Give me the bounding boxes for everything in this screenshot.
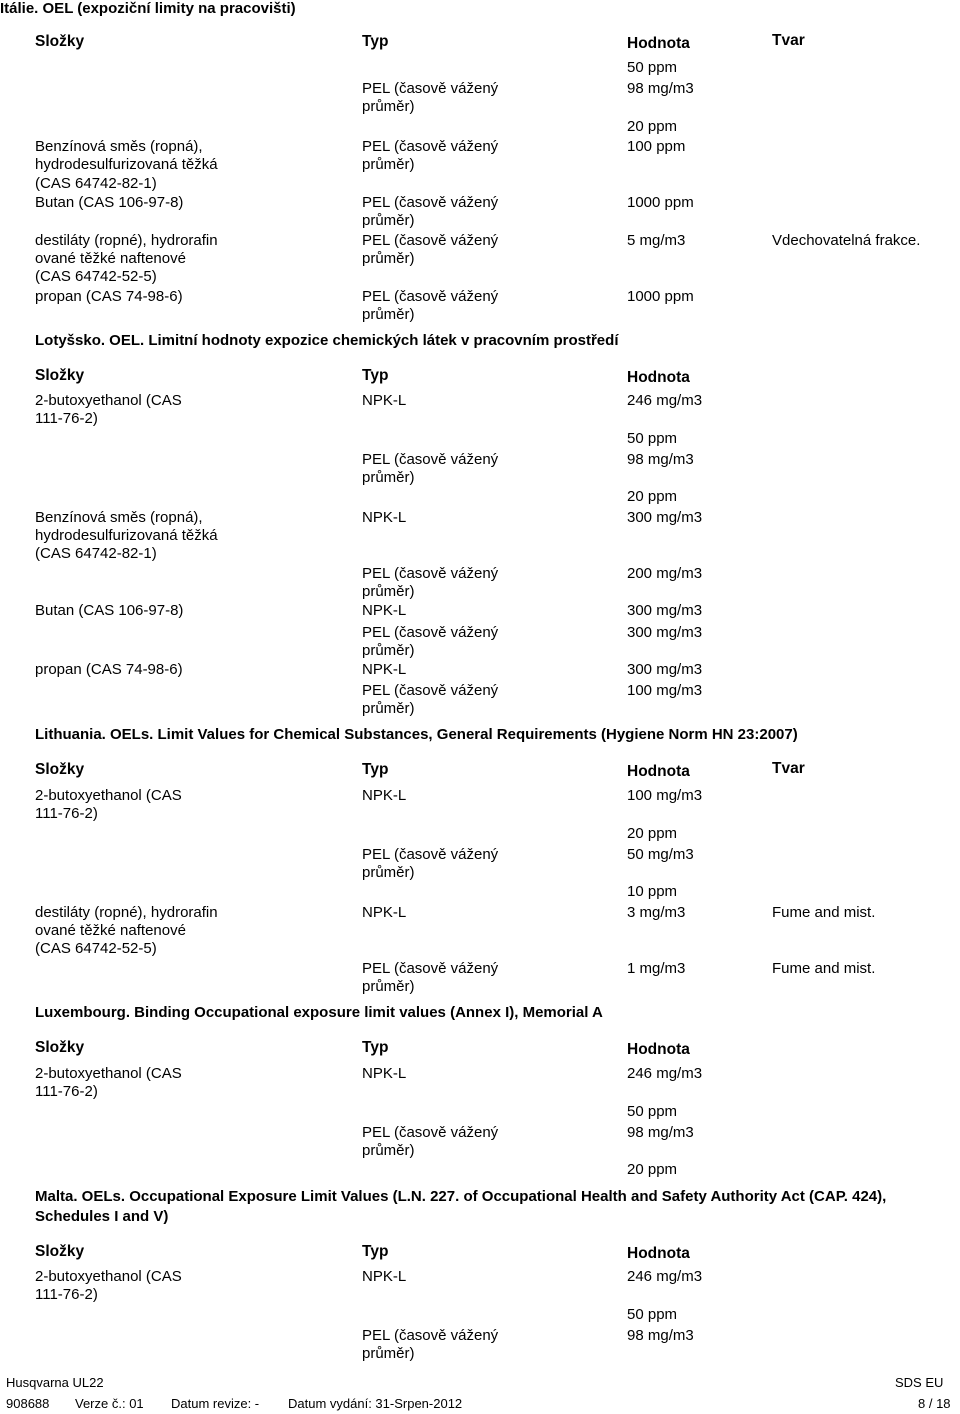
- component-cell: 111-76-2): [35, 1286, 98, 1303]
- type-cell: NPK-L: [362, 787, 407, 804]
- type-cell: NPK-L: [362, 509, 407, 526]
- column-header-components: Složky: [35, 1243, 85, 1260]
- section-title-italy: Itálie. OEL (expoziční limity na pracovišti): [0, 0, 296, 17]
- value-cell: 100 ppm: [627, 138, 686, 155]
- value-cell: 20 ppm: [627, 825, 678, 842]
- type-cell: průměr): [362, 98, 415, 115]
- component-cell: hydrodesulfurizovaná těžká: [35, 156, 218, 173]
- component-cell: destiláty (ropné), hydrorafin: [35, 232, 218, 249]
- value-cell: 1 mg/m3: [627, 960, 686, 977]
- value-cell: 50 ppm: [627, 430, 678, 447]
- component-cell: destiláty (ropné), hydrorafin: [35, 904, 218, 921]
- component-cell: 111-76-2): [35, 1083, 98, 1100]
- section-title-malta-cont: Schedules I and V): [35, 1208, 169, 1225]
- component-cell: Butan (CAS 106-97-8): [35, 194, 184, 211]
- type-cell: PEL (časově vážený: [362, 624, 499, 641]
- component-cell: ované těžké naftenové: [35, 922, 186, 939]
- value-cell: 300 mg/m3: [627, 509, 703, 526]
- column-header-value: Hodnota: [627, 763, 690, 780]
- value-cell: 300 mg/m3: [627, 602, 703, 619]
- value-cell: 246 mg/m3: [627, 1065, 703, 1082]
- value-cell: 300 mg/m3: [627, 661, 703, 678]
- value-cell: 200 mg/m3: [627, 565, 703, 582]
- component-cell: propan (CAS 74-98-6): [35, 661, 183, 678]
- component-cell: propan (CAS 74-98-6): [35, 288, 183, 305]
- component-cell: 2-butoxyethanol (CAS: [35, 1065, 182, 1082]
- column-header-components: Složky: [35, 367, 85, 384]
- section-title-malta: Malta. OELs. Occupational Exposure Limit Values (L.N. 227. of Occupational Health and Safety Authority Act (CAP. 424),: [35, 1188, 887, 1205]
- component-cell: ované těžké naftenové: [35, 250, 186, 267]
- section-title-latvia: Lotyšsko. OEL. Limitní hodnoty expozice chemických látek v pracovním prostředí: [35, 332, 619, 349]
- component-cell: Butan (CAS 106-97-8): [35, 602, 184, 619]
- type-cell: NPK-L: [362, 1268, 407, 1285]
- component-cell: (CAS 64742-82-1): [35, 545, 157, 562]
- form-cell: Fume and mist.: [772, 904, 876, 921]
- type-cell: PEL (časově vážený: [362, 138, 499, 155]
- footer-revision-date: Datum revize: -: [171, 1396, 260, 1411]
- value-cell: 246 mg/m3: [627, 392, 703, 409]
- value-cell: 5 mg/m3: [627, 232, 686, 249]
- component-cell: 2-butoxyethanol (CAS: [35, 787, 182, 804]
- column-header-value: Hodnota: [627, 1041, 690, 1058]
- type-cell: průměr): [362, 864, 415, 881]
- value-cell: 300 mg/m3: [627, 624, 703, 641]
- column-header-value: Hodnota: [627, 35, 690, 52]
- type-cell: PEL (časově vážený: [362, 1124, 499, 1141]
- column-header-components: Složky: [35, 1039, 85, 1056]
- footer-page-number: 8 / 18: [918, 1396, 951, 1411]
- type-cell: PEL (časově vážený: [362, 960, 499, 977]
- type-cell: PEL (časově vážený: [362, 80, 499, 97]
- column-header-components: Složky: [35, 33, 85, 50]
- column-header-type: Typ: [362, 33, 389, 50]
- type-cell: PEL (časově vážený: [362, 194, 499, 211]
- value-cell: 50 ppm: [627, 59, 678, 76]
- value-cell: 3 mg/m3: [627, 904, 686, 921]
- component-cell: 2-butoxyethanol (CAS: [35, 392, 182, 409]
- column-header-type: Typ: [362, 367, 389, 384]
- type-cell: průměr): [362, 978, 415, 995]
- type-cell: NPK-L: [362, 661, 407, 678]
- type-cell: průměr): [362, 700, 415, 717]
- type-cell: průměr): [362, 469, 415, 486]
- form-cell: Vdechovatelná frakce.: [772, 232, 921, 249]
- type-cell: PEL (časově vážený: [362, 232, 499, 249]
- type-cell: NPK-L: [362, 1065, 407, 1082]
- value-cell: 50 ppm: [627, 1306, 678, 1323]
- type-cell: průměr): [362, 583, 415, 600]
- type-cell: průměr): [362, 642, 415, 659]
- type-cell: průměr): [362, 306, 415, 323]
- type-cell: průměr): [362, 1345, 415, 1362]
- component-cell: (CAS 64742-82-1): [35, 175, 157, 192]
- column-header-value: Hodnota: [627, 369, 690, 386]
- footer-product-number: 908688: [6, 1396, 50, 1411]
- section-title-lithuania: Lithuania. OELs. Limit Values for Chemical Substances, General Requirements (Hygiene Norm HN 23:2007): [35, 726, 798, 743]
- column-header-value: Hodnota: [627, 1245, 690, 1262]
- value-cell: 1000 ppm: [627, 288, 694, 305]
- column-header-type: Typ: [362, 761, 389, 778]
- column-header-type: Typ: [362, 1039, 389, 1056]
- component-cell: hydrodesulfurizovaná těžká: [35, 527, 218, 544]
- component-cell: (CAS 64742-52-5): [35, 940, 157, 957]
- value-cell: 20 ppm: [627, 1161, 678, 1178]
- footer-sds-label: SDS EU: [895, 1375, 944, 1390]
- component-cell: Benzínová směs (ropná),: [35, 138, 203, 155]
- value-cell: 98 mg/m3: [627, 1327, 694, 1344]
- value-cell: 98 mg/m3: [627, 1124, 694, 1141]
- column-header-form: Tvar: [772, 760, 805, 777]
- value-cell: 20 ppm: [627, 118, 678, 135]
- value-cell: 98 mg/m3: [627, 451, 694, 468]
- type-cell: PEL (časově vážený: [362, 451, 499, 468]
- value-cell: 50 ppm: [627, 1103, 678, 1120]
- type-cell: průměr): [362, 156, 415, 173]
- type-cell: PEL (časově vážený: [362, 682, 499, 699]
- section-title-luxembourg: Luxembourg. Binding Occupational exposure limit values (Annex I), Memorial A: [35, 1004, 603, 1021]
- type-cell: NPK-L: [362, 392, 407, 409]
- component-cell: 111-76-2): [35, 805, 98, 822]
- column-header-form: Tvar: [772, 32, 805, 49]
- value-cell: 246 mg/m3: [627, 1268, 703, 1285]
- footer-product-name: Husqvarna UL22: [6, 1375, 104, 1390]
- type-cell: NPK-L: [362, 904, 407, 921]
- type-cell: PEL (časově vážený: [362, 565, 499, 582]
- value-cell: 98 mg/m3: [627, 80, 694, 97]
- type-cell: PEL (časově vážený: [362, 1327, 499, 1344]
- value-cell: 1000 ppm: [627, 194, 694, 211]
- footer-version: Verze č.: 01: [75, 1396, 144, 1411]
- component-cell: 2-butoxyethanol (CAS: [35, 1268, 182, 1285]
- footer-issue-date: Datum vydání: 31-Srpen-2012: [288, 1396, 463, 1411]
- value-cell: 10 ppm: [627, 883, 678, 900]
- column-header-type: Typ: [362, 1243, 389, 1260]
- type-cell: průměr): [362, 250, 415, 267]
- value-cell: 100 mg/m3: [627, 787, 703, 804]
- component-cell: 111-76-2): [35, 410, 98, 427]
- value-cell: 20 ppm: [627, 488, 678, 505]
- type-cell: NPK-L: [362, 602, 407, 619]
- type-cell: PEL (časově vážený: [362, 288, 499, 305]
- value-cell: 50 mg/m3: [627, 846, 694, 863]
- value-cell: 100 mg/m3: [627, 682, 703, 699]
- type-cell: PEL (časově vážený: [362, 846, 499, 863]
- column-header-components: Složky: [35, 761, 85, 778]
- type-cell: průměr): [362, 1142, 415, 1159]
- component-cell: (CAS 64742-52-5): [35, 268, 157, 285]
- form-cell: Fume and mist.: [772, 960, 876, 977]
- type-cell: průměr): [362, 212, 415, 229]
- component-cell: Benzínová směs (ropná),: [35, 509, 203, 526]
